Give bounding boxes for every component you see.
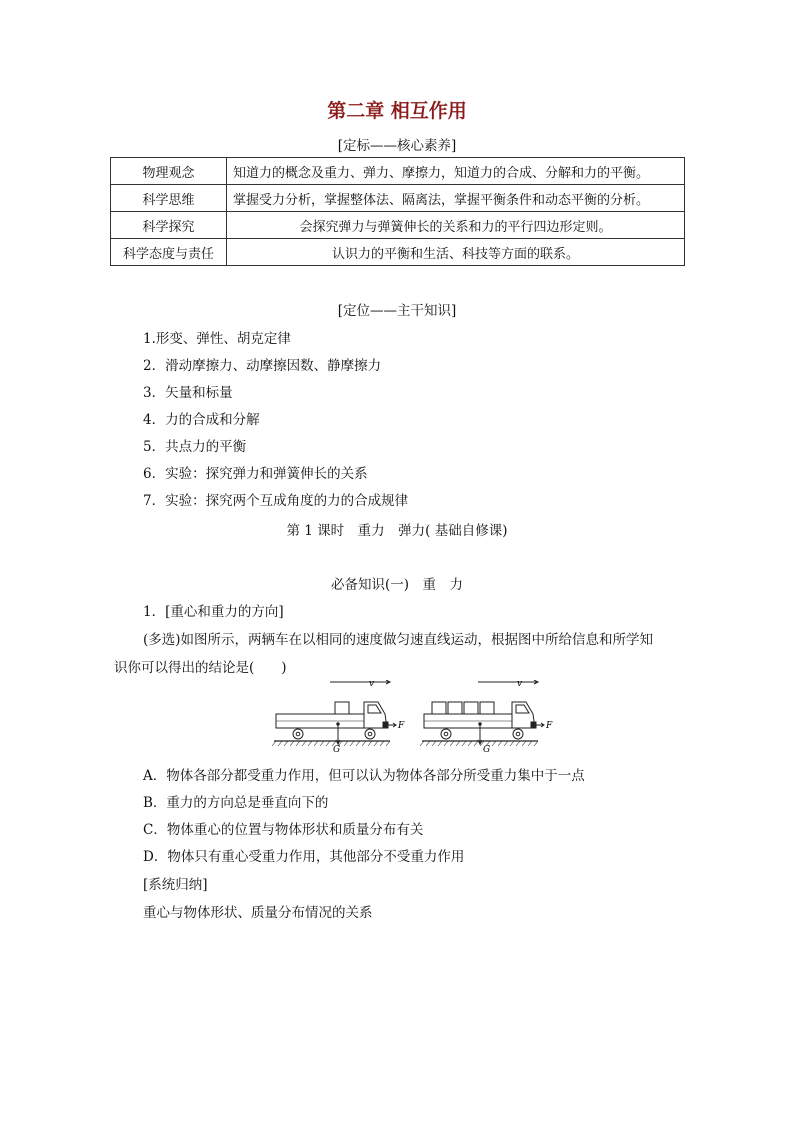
option-a: A．物体各部分都受重力作用，但可以认为物体各部分所受重力集中于一点 <box>143 768 585 784</box>
table-key-cell: 科学探究 <box>111 212 227 239</box>
option-b: B．重力的方向总是垂直向下的 <box>143 795 329 811</box>
table-row <box>111 158 685 185</box>
force-label: F <box>398 721 405 731</box>
question-stem-line2: 识你可以得出的结论是( ) <box>114 660 287 676</box>
list-item: 1.形变、弹性、胡克定律 <box>143 331 291 347</box>
table-value-cell: 掌握受力分析，掌握整体法、隔离法，掌握平衡条件和动态平衡的分析。 <box>227 185 685 212</box>
summary-heading: [系统归纳] <box>143 877 208 893</box>
truck-right <box>420 680 544 746</box>
knowledge-heading: 必备知识(一) 重 力 <box>330 577 464 593</box>
list-item: 7．实验：探究两个互成角度的力的合成规律 <box>143 493 409 509</box>
question-tag: 1．[重心和重力的方向] <box>143 604 284 620</box>
table-row <box>111 212 685 239</box>
table-value-cell: 会探究弹力与弹簧伸长的关系和力的平行四边形定则。 <box>227 212 685 239</box>
list-item: 5．共点力的平衡 <box>143 439 247 455</box>
option-c: C．物体重心的位置与物体形状和质量分布有关 <box>143 822 424 838</box>
velocity-label: v <box>517 680 523 689</box>
gravity-label: G <box>333 745 341 752</box>
list-item: 4．力的合成和分解 <box>143 412 260 428</box>
table-value-cell: 知道力的概念及重力、弹力、摩擦力，知道力的合成、分解和力的平衡。 <box>227 158 685 185</box>
velocity-label: v <box>369 680 375 689</box>
chapter-title: 第二章 相互作用 <box>327 100 467 122</box>
main-knowledge-list <box>143 326 408 515</box>
core-literacy-table <box>110 157 685 266</box>
main-knowledge-heading: [定位——主干知识] <box>337 303 457 319</box>
core-literacy-heading: [定标——核心素养] <box>337 138 457 154</box>
option-d: D．物体只有重心受重力作用，其他部分不受重力作用 <box>143 849 465 865</box>
summary-text: 重心与物体形状、质量分布情况的关系 <box>143 905 373 921</box>
table-key-cell: 科学思维 <box>111 185 227 212</box>
truck-left <box>272 680 396 746</box>
table-row <box>111 239 685 266</box>
lesson-title: 第 1 课时 重力 弹力( 基础自修课) <box>286 523 508 539</box>
table-value-cell: 认识力的平衡和生活、科技等方面的联系。 <box>227 239 685 266</box>
list-item: 2．滑动摩擦力、动摩擦因数、静摩擦力 <box>143 358 382 374</box>
list-item: 6．实验：探究弹力和弹簧伸长的关系 <box>143 466 368 482</box>
table-key-cell: 科学态度与责任 <box>111 239 227 266</box>
list-item: 3．矢量和标量 <box>143 385 233 401</box>
trucks-figure <box>270 680 560 752</box>
force-label: F <box>546 721 553 731</box>
gravity-label: G <box>483 745 491 752</box>
question-stem-line1: (多选)如图所示，两辆车在以相同的速度做匀速直线运动，根据图中所给信息和所学知 <box>143 632 654 648</box>
table-key-cell: 物理观念 <box>111 158 227 185</box>
table-row <box>111 185 685 212</box>
